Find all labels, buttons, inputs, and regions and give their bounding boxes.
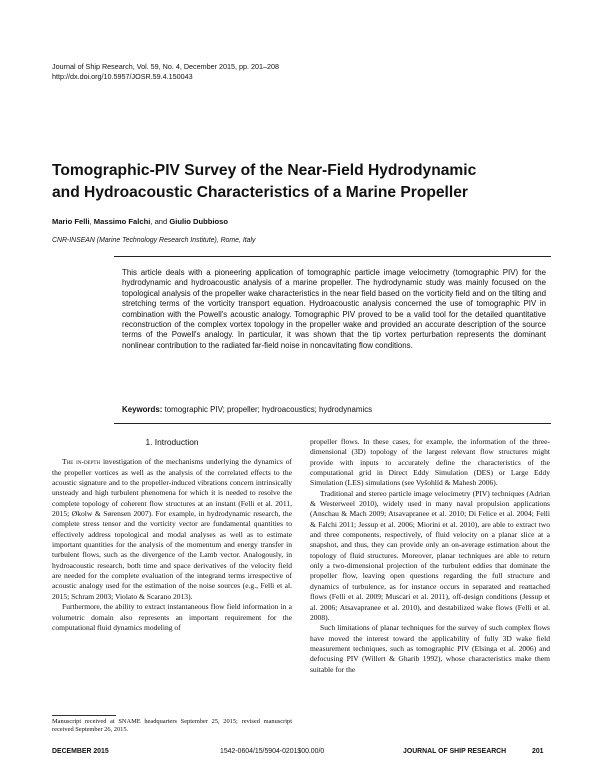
paragraph: propeller flows. In these cases, for example, the information of the three-dimensional (3D) topology of the largest relevant flow structures might provide with inputs to accurately define the characteristics of the computational grid in Direct Eddy Simulation (DES) or Large Eddy Simulation (LES) simulations (see Vyšohlíd & Mahesh 2006). <box>310 437 550 488</box>
author-list <box>52 217 228 226</box>
section-heading: 1. Introduction <box>145 437 199 447</box>
keywords <box>122 405 546 414</box>
author-2: Massimo Falchi <box>93 217 151 226</box>
footer-journal: JOURNAL OF SHIP RESEARCH <box>403 748 507 755</box>
paragraph: Furthermore, the ability to extract instantaneous flow field information in a volumetric domain also represents an important requirement for the computational fluid dynamics modeling of <box>52 602 292 632</box>
article-title <box>52 160 552 204</box>
title-line-2: and Hydroacoustic Characteristics of a Marine Propeller <box>52 184 468 201</box>
paragraph: Such limitations of planar techniques for the survey of such complex flows have moved the interest toward the applicability of fully 3D wake field measurement techniques, such as tomographic PIV (Elsinga et al. 2006) and defocusing PIV (Willert & Gharib 1992), whose characteristics make them suitable for the <box>310 623 550 674</box>
abstract-bottom-rule <box>114 423 551 424</box>
title-line-1: Tomographic-PIV Survey of the Near-Field Hydrodynamic <box>52 162 477 179</box>
author-separator: , <box>89 217 94 226</box>
footer-issn: 1542-0604/15/5904-0201$00.00/0 <box>220 748 325 755</box>
left-column <box>52 437 292 633</box>
footnote-rule <box>52 715 116 716</box>
journal-doi[interactable]: http://dx.doi.org/10.5957/JOSR.59.4.150043 <box>52 72 193 81</box>
lead-in: The in-depth <box>62 457 101 467</box>
journal-header <box>52 62 279 82</box>
keywords-label: Keywords: <box>122 405 163 414</box>
abstract-top-rule <box>114 256 551 257</box>
keywords-text: tomographic PIV; propeller; hydroacoustics; hydrodynamics <box>162 405 373 414</box>
right-column <box>310 437 550 675</box>
paragraph: Traditional and stereo particle image velocimetry (PIV) techniques (Adrian & Westerweel 2010), widely used in many naval propulsion applications (Anschau & Mach 2009; Atsavapranee et al. 2010; Di Felice et al. 2004; Felli & Falchi 2011; Jessup et al. 2006; Miorini et al. 2010), are able to extract two and three components, respectively, of fluid velocity on a planar slice at a snapshot, and thus, they can provide only an on-average estimation about the topology of fluid structures. Moreover, planar techniques are able to return only a two-dimensional projection of the turbulent eddies that dominate the propeller flow, leaving open questions regarding the full structure and dynamics of turbulence, as for instance occurs in separated and reattached flows (Felli et al. 2009; Muscari et al. 2011), off-design conditions (Jessup et al. 2006; Atsavapranee et al. 2010), and destabilized wake flows (Felli et al. 2008). <box>310 488 550 622</box>
footer-date: DECEMBER 2015 <box>52 748 109 755</box>
page-number: 201 <box>532 748 544 755</box>
author-3: Giulio Dubbioso <box>169 217 228 226</box>
journal-citation: Journal of Ship Research, Vol. 59, No. 4, December 2015, pp. 201–208 <box>52 62 279 71</box>
abstract: This article deals with a pioneering application of tomographic particle image velocimetry (tomographic PIV) for the hydrodynamic and hydroacoustic analysis of a marine propeller. The hydrodynamic study was mainly focused on the topological analysis of the propeller wake characteristics in the near field based on the vorticity field and on the tilting and stretching terms of the vorticity transport equation. Hydroacoustic analysis concerned the use of tomographic PIV in combination with the Powell's acoustic analogy. Tomographic PIV proved to be a valid tool for the detailed quantitative reconstruction of the complex vortex topology in the propeller wake and provided an accurate description of the source terms of the Powell's analogy. In particular, it was shown that the tip vortex perturbation represents the dominant nonlinear contribution to the radiated far-field noise in noncavitating flow conditions. <box>122 268 546 350</box>
author-separator: , and <box>150 217 170 226</box>
footnote: Manuscript received at SNAME headquarters September 25, 2015; revised manuscript received September 26, 2015. <box>52 718 292 734</box>
author-1: Mario Felli <box>52 217 90 226</box>
paragraph: The in-depth investigation of the mechanisms underlying the dynamics of the propeller vortices as well as the analysis of the correlated effects to the acoustic signature and to the propeller-induced vibrations concern intrinsically unsteady and high turbulent phenomena for which it is needed to resolve the complete topology of coherent flow structures at an instant (Felli et al. 2011, 2015; Økolw & Sørensen 2007). For example, in hydrodynamic research, the complete stress tensor and the vorticity vector are fundamental quantities to effectively address topological and modal analyses as well as to estimate important quantities for the analysis of the momentum and energy transfer in turbulent flows, such as the divergence of the Lamb vector. Analogously, in hydroacoustic research, both time and space derivatives of the velocity field are needed for the complete evaluation of the integrand terms irrespective of acoustic analogy used for the estimation of the noise sources (e.g., Felli et al. 2015; Schram 2003; Violato & Scarano 2013). <box>52 457 293 601</box>
affiliation: CNR-INSEAN (Marine Technology Research Institute), Rome, Italy <box>52 237 256 244</box>
